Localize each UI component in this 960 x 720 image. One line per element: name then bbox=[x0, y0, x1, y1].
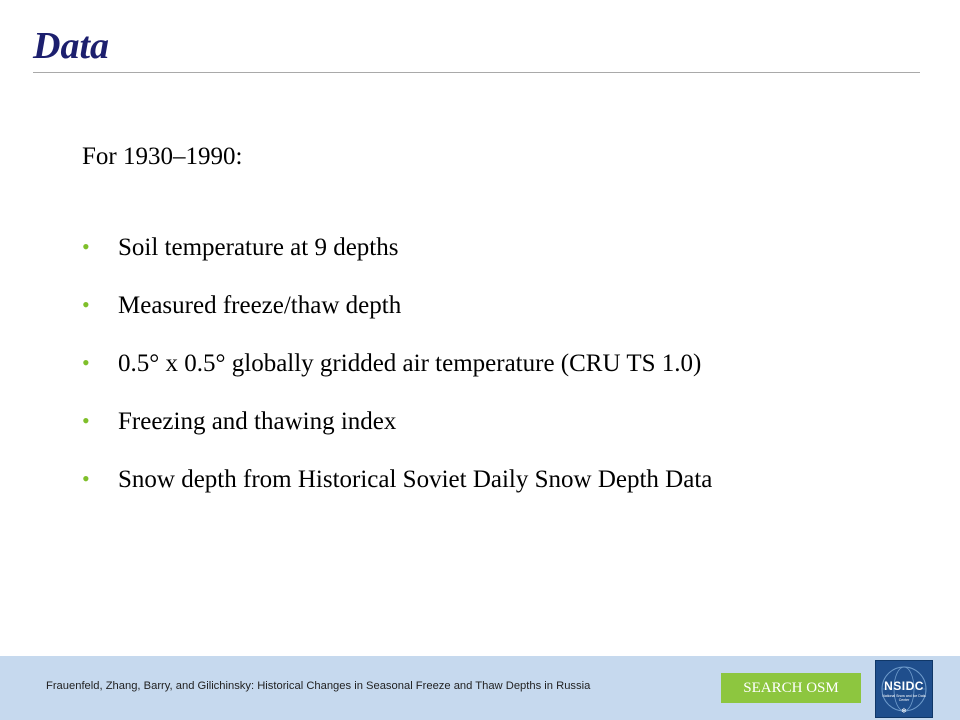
bullet-text: Freezing and thawing index bbox=[118, 408, 397, 435]
bullet-text: Snow depth from Historical Soviet Daily Snow Depth Data bbox=[118, 466, 713, 493]
svg-text:❄: ❄ bbox=[901, 707, 907, 715]
logo-subtext: National Snow and Ice Data Center bbox=[882, 694, 926, 702]
title-divider bbox=[33, 72, 920, 73]
bullet-text: Soil temperature at 9 depths bbox=[118, 234, 399, 261]
search-osm-button[interactable]: SEARCH OSM bbox=[721, 673, 861, 703]
bullet-text: Measured freeze/thaw depth bbox=[118, 292, 402, 319]
footer-citation: Frauenfeld, Zhang, Barry, and Gilichinsky: Historical Changes in Seasonal Freeze and Thaw Depths in Russia bbox=[46, 680, 591, 692]
bullet-text: 0.5° x 0.5° globally gridded air temperature (CRU TS 1.0) bbox=[118, 350, 702, 377]
bullet-marker: • bbox=[82, 350, 90, 375]
bullet-marker: • bbox=[82, 234, 90, 259]
bullet-marker: • bbox=[82, 466, 90, 491]
nsidc-logo[interactable] bbox=[875, 660, 933, 718]
slide-title: Data bbox=[33, 25, 109, 67]
bullet-marker: • bbox=[82, 292, 90, 317]
period-heading: For 1930–1990: bbox=[82, 143, 243, 170]
footer-bar bbox=[0, 656, 960, 720]
bullet-marker: • bbox=[82, 408, 90, 433]
logo-text: NSIDC bbox=[884, 679, 924, 693]
